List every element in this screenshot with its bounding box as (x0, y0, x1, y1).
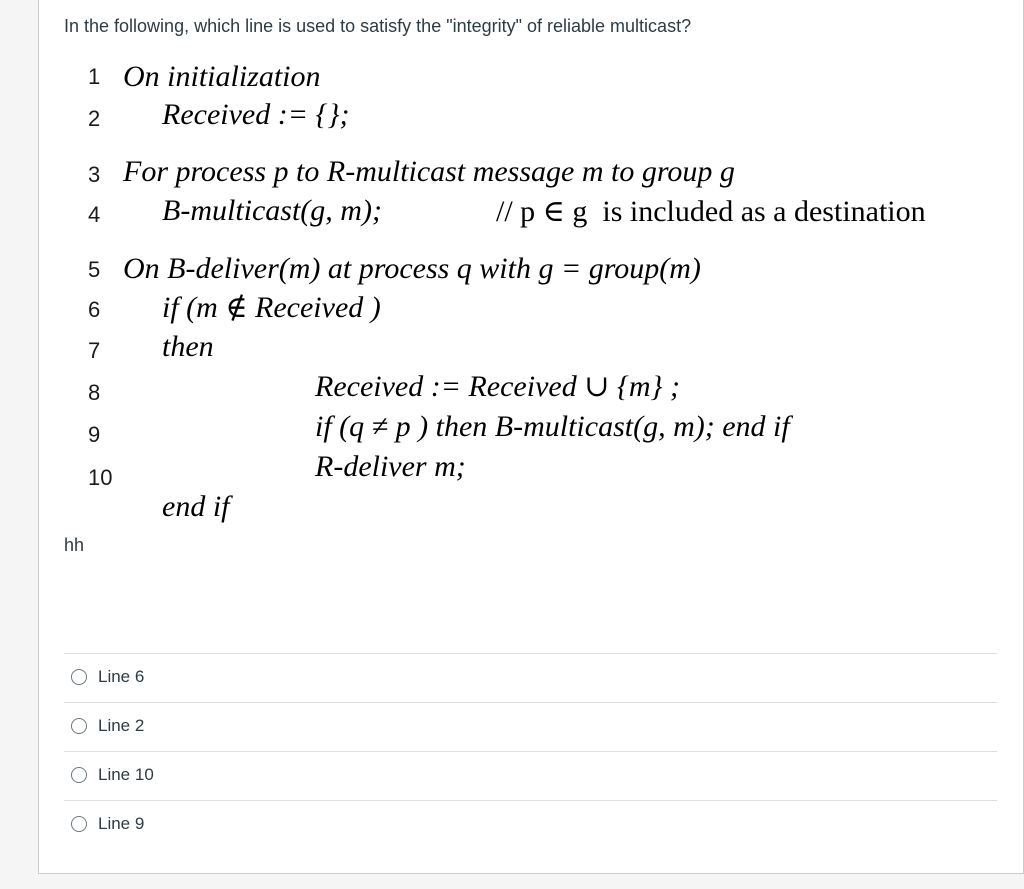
divider (64, 702, 997, 703)
divider (64, 653, 997, 654)
code-line: R-deliver m; (315, 450, 466, 483)
code-line: Received := {}; (162, 98, 350, 131)
line-number: 6 (88, 297, 101, 322)
code-comment: // p ∈ g is included as a destination (496, 195, 926, 228)
code-line: then (162, 330, 214, 363)
radio-button[interactable] (71, 767, 87, 783)
radio-button[interactable] (71, 718, 87, 734)
option-label: Line 10 (98, 765, 154, 784)
question-card (38, 0, 1024, 874)
divider (64, 751, 997, 752)
code-line: On initialization (123, 60, 321, 93)
radio-button[interactable] (71, 816, 87, 832)
line-number: 4 (88, 202, 101, 227)
line-number: 3 (88, 162, 101, 187)
line-number: 8 (88, 380, 101, 405)
divider (64, 800, 997, 801)
line-number: 5 (88, 257, 101, 282)
code-line: For process p to R-multicast message m to group g (123, 155, 735, 188)
code-end-if: end if (162, 490, 230, 523)
code-line: B-multicast(g, m); (162, 194, 382, 227)
option-label: Line 9 (98, 814, 145, 833)
code-line: On B-deliver(m) at process q with g = group(m) (123, 252, 701, 285)
note-text: hh (64, 535, 85, 555)
answer-option[interactable] (71, 711, 144, 741)
question-text: In the following, which line is used to satisfy the "integrity" of reliable multicast? (64, 16, 692, 36)
option-label: Line 6 (98, 667, 145, 686)
answer-option[interactable] (71, 760, 154, 790)
answer-option[interactable] (71, 809, 144, 839)
answer-option[interactable] (71, 662, 144, 692)
line-number: 1 (88, 64, 101, 89)
line-number: 10 (88, 465, 113, 490)
line-number: 7 (88, 338, 101, 363)
line-number: 2 (88, 106, 101, 131)
code-line: Received := Received ∪ {m} ; (315, 370, 680, 403)
code-line: if (m ∉ Received ) (162, 291, 381, 324)
line-number: 9 (88, 422, 101, 447)
code-line: if (q ≠ p ) then B-multicast(g, m); end if (315, 410, 790, 443)
option-label: Line 2 (98, 716, 145, 735)
radio-button[interactable] (71, 669, 87, 685)
